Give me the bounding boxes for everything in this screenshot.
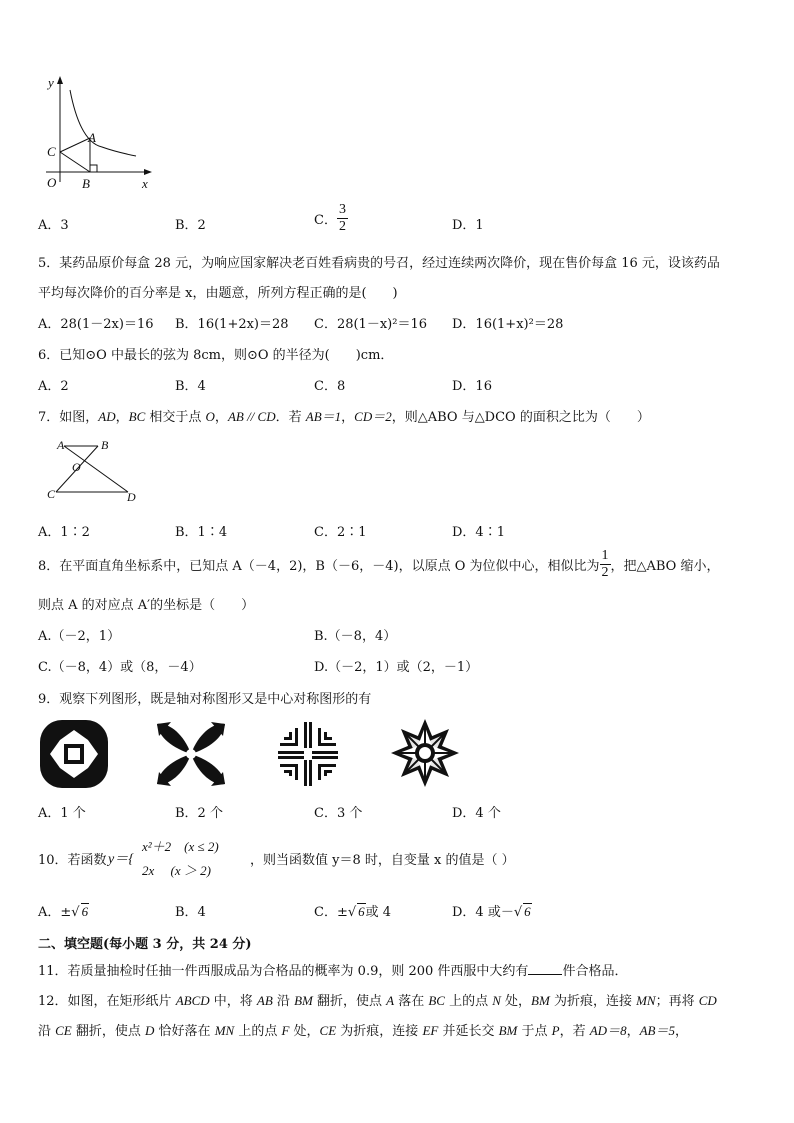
q9-option-d: D．4 个	[452, 806, 501, 821]
q4-option-d: D．1	[452, 218, 484, 233]
q7-sep2: ，	[214, 410, 228, 425]
q10-option-c-prefix: C．±	[314, 905, 348, 920]
q12-text-1h: 为折痕，连接	[549, 994, 637, 1009]
q12-text-2e: 处，	[289, 1024, 320, 1039]
q10-option-b: B．4	[175, 905, 206, 920]
q7-sep3: ，	[341, 410, 355, 425]
q8-stem-text-b: ，把△ABO 缩小，	[610, 559, 720, 574]
q10-prefix: 10．若函数	[38, 853, 107, 868]
q10-y-equals: y＝{	[108, 852, 134, 867]
q10-option-d-radicand: 6	[524, 904, 531, 919]
q7-label-b: B	[101, 438, 109, 452]
q11-stem-text-a: 11．若质量抽检时任抽一件西服成品为合格品的概率为 0.9，则 200 件西服中大约有	[38, 964, 529, 979]
q12-a: A	[386, 993, 395, 1008]
q12-text-2h: 于点	[517, 1024, 552, 1039]
q6-stem: 6．已知⊙O 中最长的弦为 8cm，则⊙O 的半径为( )cm．	[38, 348, 394, 363]
q12-text-2k: ，	[674, 1024, 688, 1039]
q12-bm: BM	[294, 993, 313, 1008]
q10-option-a-prefix: A．±	[38, 905, 72, 920]
q5-option-c: C．28(1－x)²＝16	[314, 317, 427, 332]
q7-stem-text-d: ，则△ABO 与△DCO 的面积之比为（ ）	[391, 410, 650, 425]
q7-sep1: ，	[115, 410, 129, 425]
q7-option-d: D．4∶1	[452, 525, 505, 540]
q12-stem-line2	[38, 1020, 688, 1039]
q10-option-c-sqrt-icon: √	[347, 905, 357, 920]
q12-ab-eq-5: AB＝5	[639, 1023, 675, 1038]
q7-option-b: B．1∶4	[175, 525, 228, 540]
q10-option-a-sqrt-icon: √	[71, 905, 80, 920]
q9-option-a: A．1 个	[38, 806, 86, 821]
q7-bc: BC	[128, 409, 146, 424]
q11-answer-blank	[528, 962, 562, 975]
q8-stem-text-a: 8．在平面直角坐标系中，已知点 A（－4，2)，B（－6，－4)，以原点 O 为位似中心，相似比为	[38, 559, 600, 574]
q12-text-2i: ，若	[559, 1024, 590, 1039]
q7-stem-text-a: 7．如图，	[38, 410, 99, 425]
q7-ad: AD	[98, 409, 116, 424]
q8-ratio-fraction: $\frac{1}{2}$	[601, 548, 609, 580]
q10-option-d	[452, 901, 532, 920]
q4-option-a: A．3	[38, 218, 69, 233]
q7-option-a: A．1∶2	[38, 525, 90, 540]
q6-option-b: B．4	[175, 379, 206, 394]
q5-stem-line1: 5．某药品原价每盒 28 元，为响应国家解决老百姓看病贵的号召，经过连续两次降价，现在售价每盒 16 元，设该药品	[38, 256, 720, 271]
q5-option-b: B．16(1+2x)＝28	[175, 317, 289, 332]
q12-bc: BC	[428, 993, 445, 1008]
q4-c-label: C	[47, 144, 56, 159]
q4-option-c	[314, 202, 348, 235]
q7-o: O	[205, 409, 215, 424]
q8-stem-line2: 则点 A 的对应点 A′的坐标是（ ）	[38, 598, 255, 613]
q10-case-1: x²＋2 (x ≤ 2)	[142, 839, 219, 854]
q5-option-a: A．28(1－2x)＝16	[38, 317, 154, 332]
q10-case-2: 2x (x ＞ 2)	[142, 863, 211, 878]
q12-text-1e: 落在	[394, 994, 429, 1009]
q4-option-c-prefix: C．	[314, 213, 337, 228]
q10-suffix: ，则当函数值 y＝8 时，自变量 x 的值是（ ）	[250, 853, 515, 868]
q7-stem-text-b: 相交于点	[145, 410, 206, 425]
q5-option-d: D．16(1+x)²＝28	[452, 317, 564, 332]
q8-option-b: B.（－8，4）	[314, 629, 397, 644]
q12-ce: CE	[55, 1023, 72, 1038]
q6-option-c: C．8	[314, 379, 346, 394]
q12-text-1c: 沿	[272, 994, 295, 1009]
q10-option-c	[314, 901, 391, 920]
q7-label-c: C	[47, 487, 56, 501]
q7-ab-eq: AB＝1	[305, 409, 342, 424]
q12-text-1b: 中，将	[209, 994, 257, 1009]
q12-f: F	[281, 1023, 290, 1038]
q6-option-a: A．2	[38, 379, 69, 394]
q12-mn-2: MN	[214, 1023, 235, 1038]
q9-figure-4	[388, 716, 462, 790]
q10-option-a-radicand: 6	[81, 904, 89, 919]
q12-bm-3: BM	[498, 1023, 518, 1038]
q9-figure-2	[153, 718, 229, 790]
q10-option-d-sqrt-icon: √	[513, 905, 523, 920]
q9-stem: 9．观察下列图形，既是轴对称图形又是中心对称图形的有	[38, 692, 372, 707]
q12-abcd: ABCD	[175, 993, 210, 1008]
q4-b-label: B	[82, 176, 90, 191]
q7-label-o: O	[72, 460, 81, 474]
q12-ef: EF	[422, 1023, 439, 1038]
q7-stem	[38, 406, 650, 425]
q7-ab-parallel-cd: AB // CD	[227, 409, 276, 424]
q6-option-d: D．16	[452, 379, 492, 394]
q9-figure-1	[38, 718, 110, 790]
q10-option-c-suffix: 或 4	[365, 905, 392, 920]
q12-text-1f: 上的点	[444, 994, 493, 1009]
q8-option-d: D.（－2，1）或（2，－1）	[314, 660, 479, 675]
q11-stem-text-b: 件合格品．	[562, 964, 628, 979]
q10-option-c-radicand: 6	[358, 904, 365, 919]
q8-option-c: C.（－8，4）或（8，－4）	[38, 660, 202, 675]
q4-o-label: O	[47, 175, 57, 190]
q12-ab: AB	[256, 993, 273, 1008]
q4-option-c-fraction: $\frac{3}{2}$	[338, 202, 346, 234]
q5-stem-line2: 平均每次降价的百分率是 x，由题意，所列方程正确的是( )	[38, 286, 398, 301]
q10-option-a	[38, 901, 89, 920]
q12-mn: MN	[636, 993, 656, 1008]
q9-figure-3	[274, 718, 342, 790]
q7-option-c: C．2∶1	[314, 525, 367, 540]
q12-text-2b: 翻折，使点	[71, 1024, 146, 1039]
q12-n: N	[492, 993, 501, 1008]
q7-cd-eq: CD＝2	[354, 409, 392, 424]
q7-stem-text-c: ．若	[275, 410, 306, 425]
q4-a-label: A	[88, 130, 96, 145]
q7-label-a: A	[57, 438, 65, 452]
q12-p: P	[551, 1023, 560, 1038]
q4-y-label: y	[48, 75, 54, 90]
q12-bm-2: BM	[531, 993, 550, 1008]
q12-text-2c: 恰好落在	[154, 1024, 215, 1039]
q12-ce-2: CE	[319, 1023, 337, 1038]
q12-text-1g: 处，	[500, 994, 532, 1009]
q4-x-label: x	[142, 176, 148, 191]
q9-option-b: B．2 个	[175, 806, 223, 821]
q12-d: D	[145, 1023, 155, 1038]
q11-stem	[38, 960, 627, 979]
q7-label-d: D	[127, 490, 136, 504]
q12-text-2f: 为折痕，连接	[336, 1024, 423, 1039]
section-2-heading: 二、填空题(每小题 3 分，共 24 分)	[38, 937, 252, 952]
q12-cd: CD	[698, 993, 717, 1008]
q8-option-a: A.（－2，1）	[38, 629, 121, 644]
q8-stem-line1	[38, 548, 719, 581]
q10-option-d-prefix: D．4 或－	[452, 905, 514, 920]
q12-text-1i: ；再将	[655, 994, 699, 1009]
q9-option-c: C．3 个	[314, 806, 363, 821]
q12-text-1d: 翻折，使点	[312, 994, 387, 1009]
q12-text-1a: 12．如图，在矩形纸片	[38, 994, 176, 1009]
q12-stem-line1	[38, 990, 717, 1009]
q4-option-b: B．2	[175, 218, 206, 233]
q12-ad-eq-8: AD＝8	[589, 1023, 627, 1038]
q12-text-2d: 上的点	[234, 1024, 282, 1039]
q12-text-2j: ，	[626, 1024, 640, 1039]
q12-text-2a: 沿	[38, 1024, 56, 1039]
q12-text-2g: 并延长交	[438, 1024, 499, 1039]
